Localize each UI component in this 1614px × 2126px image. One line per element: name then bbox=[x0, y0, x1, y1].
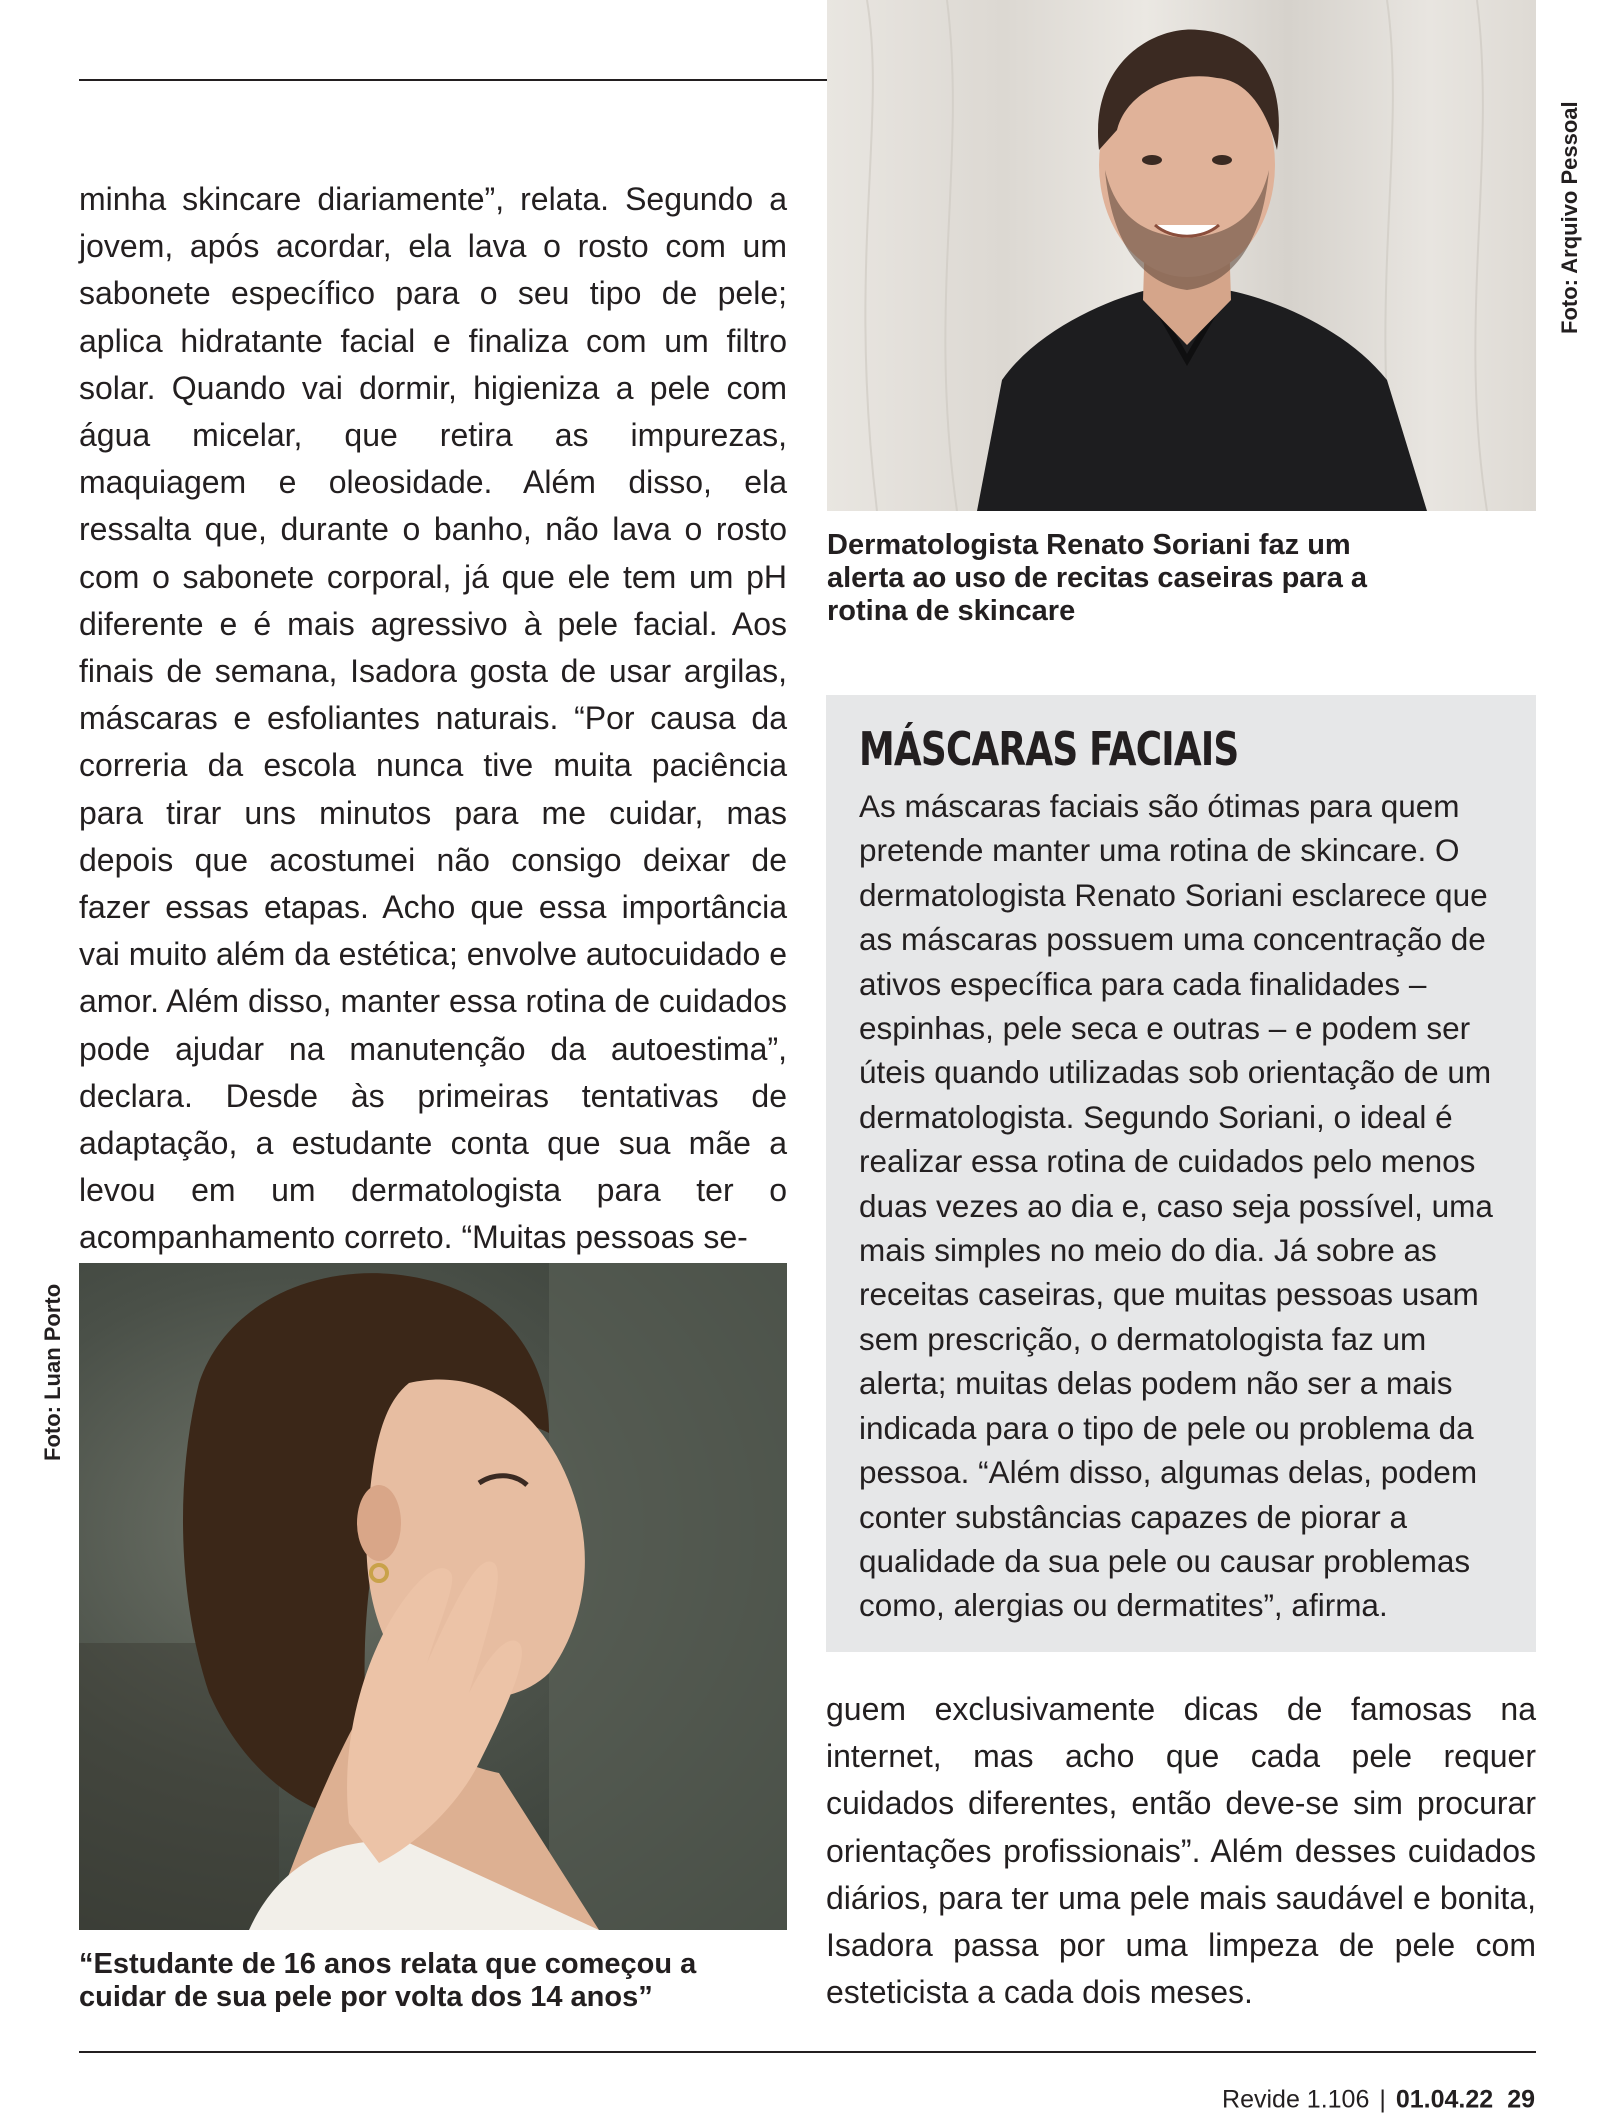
issue-date: 01.04.22 bbox=[1395, 2085, 1494, 2114]
student-photo bbox=[79, 1263, 787, 1930]
footer-separator: | bbox=[1379, 2085, 1386, 2114]
publication-issue: Revide 1.106 bbox=[1222, 2085, 1370, 2114]
caption-student: “Estudante de 16 anos relata que começou a cuidar de sua pele por volta dos 14 anos” bbox=[79, 1948, 697, 2013]
article-text-left-column: minha skincare diariamente”, relata. Segundo a jovem, após acordar, ela lava o rosto com um sabonete específico para o seu tipo de pele; aplica hidratante facial e finaliza com um filtro solar. Quando vai dormir, higieniza a pele com água micelar, que retira as impurezas, maquiagem e oleosidade. Além disso, ela ressalta que, durante o banho, não lava o rosto com o sabonete corporal, já que ele tem um pH diferente e é mais agressivo à pele facial. Aos finais de semana, Isadora gosta de usar argilas, máscaras e esfoliantes naturais. “Por causa da correria da escola nunca tive muita paciência para tirar uns minutos para me cuidar, mas depois que acostumei não consigo deixar de fazer essas etapas. Acho que essa importância vai muito além da estética; envolve autocuidado e amor. Além disso, manter essa rotina de cuidados pode ajudar na manutenção da autoestima”, declara. Desde às primeiras tentativas de adaptação, a estudante conta que sua mãe a levou em um dermatologista para ter o acompanhamento correto. “Muitas pessoas se- bbox=[79, 181, 787, 1256]
sidebar-box bbox=[826, 695, 1536, 1652]
sidebar-title: MÁSCARAS FACIAIS bbox=[859, 722, 1239, 776]
dermatologist-photo bbox=[827, 0, 1536, 511]
student-illustration bbox=[79, 1263, 787, 1930]
sidebar-body: As máscaras faciais são ótimas para quem pretende manter uma rotina de skincare. O dermatologista Renato Soriani esclarece que as máscaras possuem uma concentração de ativos específica para cada finalidades – espinhas, pele seca e outras – e podem ser úteis quando utilizadas sob orientação de um dermatologista. Segundo Soriani, o ideal é realizar essa rotina de cuidados pelo menos duas vezes ao dia e, caso seja possível, uma mais simples no meio do dia. Já sobre as receitas caseiras, que muitas pessoas usam sem prescrição, o dermatologista faz um alerta; muitas delas podem não ser a mais indicada para o tipo de pele ou problema da pessoa. “Além disso, algumas delas, podem conter substâncias capazes de piorar a qualidade da sua pele ou causar problemas como, alergias ou dermatites”, afirma. bbox=[859, 788, 1493, 1624]
photo-credit-student: Foto: Luan Porto bbox=[40, 1283, 65, 1461]
article-text-right-column: guem exclusivamente dicas de famosas na internet, mas acho que cada pele requer cuidados diferentes, então deve-se sim procurar orientações profissionais”. Além desses cuidados diários, para ter uma pele mais saudável e bonita, Isadora passa por uma limpeza de pele com esteticista a cada dois meses. bbox=[826, 1691, 1536, 2011]
caption-dermatologist: Dermatologista Renato Soriani faz um alerta ao uso de recitas caseiras para a rotina de skincare bbox=[827, 529, 1368, 627]
dermatologist-illustration bbox=[827, 0, 1536, 511]
photo-credit-dermatologist: Foto: Arquivo Pessoal bbox=[1557, 101, 1582, 334]
page-footer bbox=[1222, 2086, 1535, 2115]
bottom-rule bbox=[79, 2051, 1536, 2053]
top-rule bbox=[79, 79, 827, 81]
page-number: 29 bbox=[1507, 2085, 1535, 2114]
